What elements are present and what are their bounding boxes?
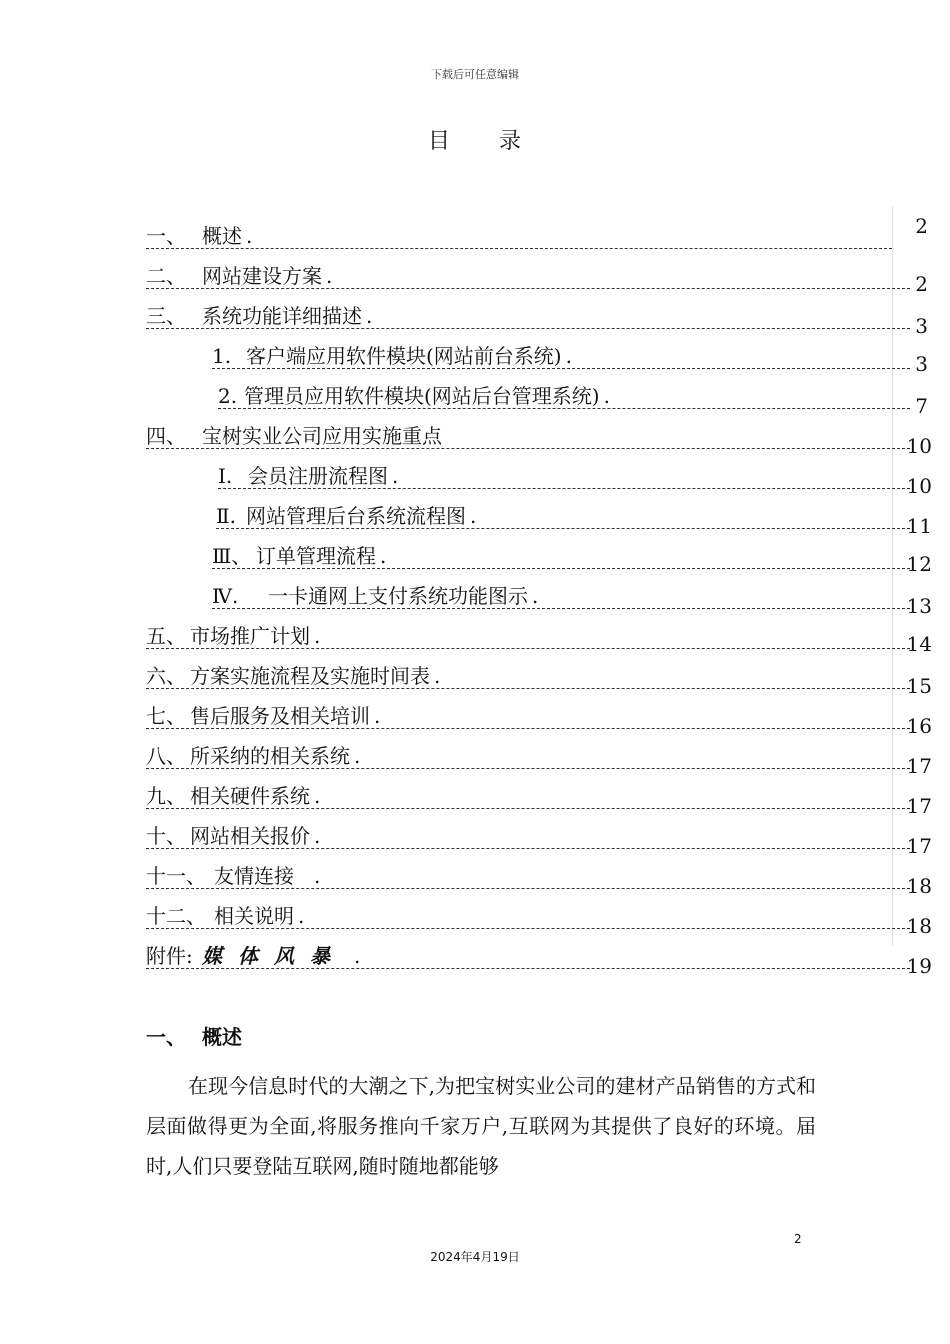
toc-entry-text: 媒体风暴	[202, 944, 346, 968]
toc-entry-text: 管理员应用软件模块(网站后台管理系统)	[244, 384, 600, 408]
toc-entry-dot: .	[246, 224, 253, 248]
toc-entry-prefix: 二、	[146, 264, 186, 288]
footer-page-number: 2	[794, 1232, 802, 1246]
toc-page-number: 2	[915, 214, 928, 238]
toc-entry-dot: .	[366, 304, 373, 328]
toc-entry-prefix: Ⅲ、	[212, 544, 252, 568]
toc-page-number: 18	[906, 874, 932, 898]
toc-title-left: 目	[427, 129, 451, 154]
toc-page-number: 10	[906, 474, 932, 498]
toc-entry-text: 市场推广计划	[190, 624, 310, 648]
toc-entry[interactable]	[146, 744, 910, 769]
toc-entry[interactable]	[146, 224, 892, 249]
toc-page-number: 19	[906, 954, 932, 978]
toc-entry-dot: .	[314, 824, 321, 848]
section-title: 概述	[202, 1025, 242, 1049]
toc-entry-prefix: 一、	[146, 224, 186, 248]
toc-entry-prefix: Ⅰ.	[218, 464, 233, 488]
toc-entry[interactable]	[212, 584, 910, 609]
toc-entry-dot: .	[314, 624, 321, 648]
toc-entry-text: 方案实施流程及实施时间表	[190, 664, 430, 688]
toc-entry[interactable]	[146, 664, 910, 689]
toc-entry[interactable]	[146, 944, 910, 969]
toc-entry-text: 所采纳的相关系统	[190, 744, 350, 768]
toc-entry-dot: .	[314, 784, 321, 808]
toc-entry[interactable]	[146, 264, 910, 289]
toc-entry[interactable]	[146, 824, 910, 849]
header-note: 下载后可任意编辑	[431, 68, 519, 81]
toc-entry[interactable]	[146, 784, 910, 809]
toc-entry-prefix: Ⅳ.	[212, 584, 239, 608]
toc-entry[interactable]	[212, 544, 910, 569]
toc-page-number: 10	[906, 434, 932, 458]
toc-entry-text: 网站建设方案	[202, 264, 322, 288]
section-number: 一、	[146, 1025, 186, 1049]
toc-entry[interactable]	[146, 424, 910, 449]
toc-page-number: 17	[906, 834, 932, 858]
toc-page-number: 3	[915, 314, 928, 338]
toc-page-number: 2	[915, 272, 928, 296]
toc-page-number: 14	[906, 632, 932, 656]
toc-entry-prefix: 八、	[146, 744, 186, 768]
toc-entry-text: 网站相关报价	[190, 824, 310, 848]
toc-entry-dot: .	[434, 664, 441, 688]
toc-entry-text: 网站管理后台系统流程图	[246, 504, 466, 528]
toc-entry[interactable]	[146, 304, 910, 329]
toc-page-number: 11	[906, 514, 932, 538]
toc-entry-prefix: 附件:	[146, 944, 193, 968]
toc-entry[interactable]	[218, 464, 910, 489]
toc-entry-dot: .	[326, 264, 333, 288]
toc-page-number: 15	[906, 674, 932, 698]
toc-entry-text: 售后服务及相关培训	[190, 704, 370, 728]
toc-entry-text: 宝树实业公司应用实施重点	[202, 424, 442, 448]
toc-entry[interactable]	[146, 904, 910, 929]
toc-entry-dot: .	[392, 464, 399, 488]
toc-entry-prefix: Ⅱ.	[216, 504, 236, 528]
toc-entry-dot: .	[298, 904, 305, 928]
toc-entry-text: 概述	[202, 224, 242, 248]
toc-entry-prefix: 七、	[146, 704, 186, 728]
toc-title-right: 录	[499, 129, 523, 154]
toc-page-number: 17	[906, 794, 932, 818]
toc-page-number: 17	[906, 754, 932, 778]
toc-entry-text: 客户端应用软件模块(网站前台系统)	[246, 344, 562, 368]
toc-entry-dot: .	[532, 584, 539, 608]
toc-entry-prefix: 五、	[146, 624, 186, 648]
toc-entry-prefix: 四、	[146, 424, 186, 448]
section-heading	[146, 1022, 242, 1052]
toc-entry-text: 友情连接	[214, 864, 294, 888]
body-paragraph: 在现今信息时代的大潮之下,为把宝树实业公司的建材产品销售的方式和层面做得更为全面,将服务推向千家万户,互联网为其提供了良好的环境。届时,人们只要登陆互联网,随时随地都能够	[146, 1074, 816, 1178]
toc-entry[interactable]	[146, 864, 910, 889]
toc-entry-dot: .	[380, 544, 387, 568]
toc-page-number: 16	[906, 714, 932, 738]
toc-entry-text: 会员注册流程图	[248, 464, 388, 488]
toc-entry-prefix: 十、	[146, 824, 186, 848]
toc-entry-dot: .	[603, 384, 610, 408]
toc-entry-text: 订单管理流程	[256, 544, 376, 568]
toc-entry-prefix: 九、	[146, 784, 186, 808]
toc-entry-dot: .	[565, 344, 572, 368]
toc-entry-dot: .	[470, 504, 477, 528]
toc-entry[interactable]	[216, 504, 910, 529]
toc-title	[0, 124, 950, 155]
toc-entry-dot: .	[314, 864, 321, 888]
toc-page-number: 7	[915, 394, 928, 418]
toc-page-number: 18	[906, 914, 932, 938]
toc-entry-dot: .	[354, 944, 361, 968]
toc-entry-prefix: 2.	[218, 384, 238, 408]
toc-entry-dot: .	[354, 744, 361, 768]
toc-page-number: 3	[915, 352, 928, 376]
toc-entry-prefix: 十二、	[146, 904, 206, 928]
toc-page-number: 12	[906, 552, 932, 576]
toc-page-number: 13	[906, 594, 932, 618]
toc-entry-dot: .	[374, 704, 381, 728]
toc-entry[interactable]	[146, 624, 910, 649]
toc-entry-text: 系统功能详细描述	[202, 304, 362, 328]
toc-entry-text: 相关硬件系统	[190, 784, 310, 808]
toc-entry-prefix: 三、	[146, 304, 186, 328]
toc-entry[interactable]	[146, 704, 910, 729]
toc-entry-text: 一卡通网上支付系统功能图示	[268, 584, 528, 608]
toc-entry-prefix: 1.	[212, 344, 232, 368]
toc-entry[interactable]	[218, 384, 910, 409]
footer-date: 2024年4月19日	[430, 1250, 520, 1264]
toc-entry[interactable]	[212, 344, 910, 369]
toc-entry-text: 相关说明	[214, 904, 294, 928]
toc-entry-prefix: 六、	[146, 664, 186, 688]
toc-entry-prefix: 十一、	[146, 864, 206, 888]
